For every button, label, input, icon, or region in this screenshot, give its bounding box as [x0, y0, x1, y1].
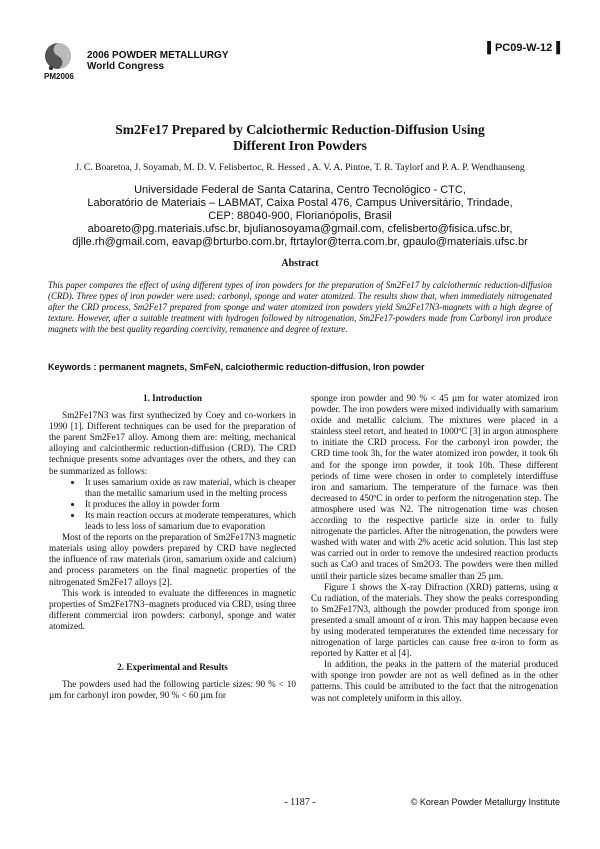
title-line-2: Different Iron Powders [233, 138, 367, 153]
keywords: Keywords : permanent magnets, SmFeN, calciothermic reduction-diffusion, Iron powder [48, 362, 425, 372]
intro-paragraph-2: Most of the reports on the preparation of Sm2Fe17N3 magnetic materials using alloy powders prepared by CRD have neglected the influence of raw materials (iron, samarium oxide and calcium) and process parameters on the final magnetic properties of the nitrogenated Sm2Fe17 alloys [2]. [49, 532, 296, 587]
abstract-heading: Abstract [281, 258, 319, 269]
pm2006-logo-icon [38, 40, 78, 90]
affiliation [40, 184, 560, 249]
copyright: © Korean Powder Metallurgy Institute [410, 797, 560, 807]
affiliation-line-3: CEP: 88040-900, Florianópolis, Brasil [208, 210, 392, 222]
intro-heading: 1. Introduction [142, 393, 203, 403]
affiliation-line-1: Universidade Federal de Santa Catarina, Centro Tecnológico - CTC, [134, 184, 466, 196]
experimental-paragraph-3: In addition, the peaks in the pattern of the material produced with sponge iron powder are not as well defined as in the other patterns. This could be attributed to the fact that the nitrogenation was not completely uniform in this alloy. [311, 659, 558, 703]
list-item: • Its main reaction occurs at moderate temperatures, which leads to less loss of samarium due to evaporation [83, 510, 296, 532]
list-item: • It uses samarium oxide as raw material, which is cheaper than the metallic samarium used in the melting process [83, 477, 296, 499]
right-column [311, 393, 558, 704]
experimental-paragraph-1: The powders used had the following particle sizes: 90 % < 10 µm for carbonyl iron powder, 90 % < 60 µm for [49, 679, 296, 701]
authors: J. C. Boaretoa, J. Soyamab, M. D. V. Felisbertoc, R. Hessed , A. V. A. Pintoe, T. R. Taylorf and P. A. P. Wendhauseng [75, 162, 525, 173]
experimental-paragraph-1-continued: sponge iron powder and 90 % < 45 µm for water atomized iron powder. The iron powders were mixed individually with samarium oxide and metallic calcium. The mixtures were placed in a stainless steel retort, and heated to 1000ºC [3] in argon atmosphere to initiate the CRD process. For the carbonyl iron powder, the CRD time took 3h, for the water atomized iron powder, it took 6h and for the sponge iron powder, it took 10h. These different periods of time were chosen in order to completely interdiffuse iron and samarium. The temperature of the furnace was then decreased to 450ºC in order to perform the nitrogenation step. The atmosphere used was N2. The nitrogenation time was chosen according to the respective particle size in order to fully nitrogenate the particles. After the nitrogenation, the powders were washed with water and with 2% acetic acid solution. This last step was carried out in order to remove the undesired reaction products such as CaO and traces of Sm2O3. The powders were then milled until their particle sizes became smaller than 25 µm. [311, 393, 558, 581]
paper-code: ▌PC09-W-12▐ [487, 42, 560, 54]
experimental-heading: 2. Experimental and Results [117, 661, 228, 672]
affiliation-line-5: djlle.rh@gmail.com, eavap@brturbo.com.br, ftrtaylor@terra.com.br, gpaulo@materiais.ufsc.br [72, 236, 528, 248]
page-number: - 1187 - [284, 797, 316, 808]
list-item: • It produces the alloy in powder form [83, 499, 296, 510]
experimental-paragraph-2: Figure 1 shows the X-ray Difraction (XRD) patterns, using α Cu radiation, of the materials. They show the peaks corresponding to Sm2Fe17N3, although the powder produced from sponge iron presented a small amount of α iron. This may happen because even by using moderated temperatures the extended time necessary for nitrogenation of large particles can cause free α-iron to form as reported by Katter et al [4]. [311, 581, 558, 659]
intro-paragraph-3: This work is intended to evaluate the differences in magnetic properties of Sm2Fe17N3–magnets produced via CRD, using three different commercial iron powders: carbonyl, sponge and water atomized. [49, 587, 296, 631]
title-line-1: Sm2Fe17 Prepared by Calciothermic Reduction-Diffusion Using [115, 122, 485, 137]
affiliation-line-2: Laboratório de Materiais – LABMAT, Caixa Postal 476, Campus Universitário, Trindade, [87, 197, 513, 209]
left-column [49, 393, 296, 701]
abstract-text: This paper compares the effect of using different types of iron powders for the preparation of Sm2Fe17 by calciothermic reduction-diffusion (CRD). Three types of iron powder were used: carbonyl, sponge and water atomized. The results show that, when immediately nitrogenated after the CRD process, Sm2Fe17 prepared from sponge and water atomized iron powders yield Sm2Fe17N3-magnets with a high degree of texture. However, after a suitable treatment with hydrogen followed by nitrogenation, Sm2Fe17-powders made from Carbonyl iron produce magnets with the best quality regarding coercivity, remanence and degree of texture. [48, 280, 552, 335]
logo-text: PM2006 [44, 72, 74, 81]
advantages-list [49, 477, 296, 532]
congress-name [87, 50, 229, 72]
paper-title [40, 122, 560, 154]
intro-paragraph-1: Sm2Fe17N3 was first synthecized by Coey and co-workers in 1990 [1]. Different techniques can be used for the preparation of the parent Sm2Fe17 alloy. Among them are: melting, mechanical alloying and calciothermic reduction-diffusion (CRD). The CRD technique presents some advantages over the others, and they can be summarized as follows: [49, 410, 296, 476]
org-line-2: World Congress [87, 61, 165, 72]
affiliation-line-4: aboareto@pg.materiais.ufsc.br, bjulianosoyama@gmail.com, cfelisberto@fisica.ufsc.br, [87, 223, 513, 235]
org-line-1: 2006 POWDER METALLURGY [87, 50, 229, 61]
